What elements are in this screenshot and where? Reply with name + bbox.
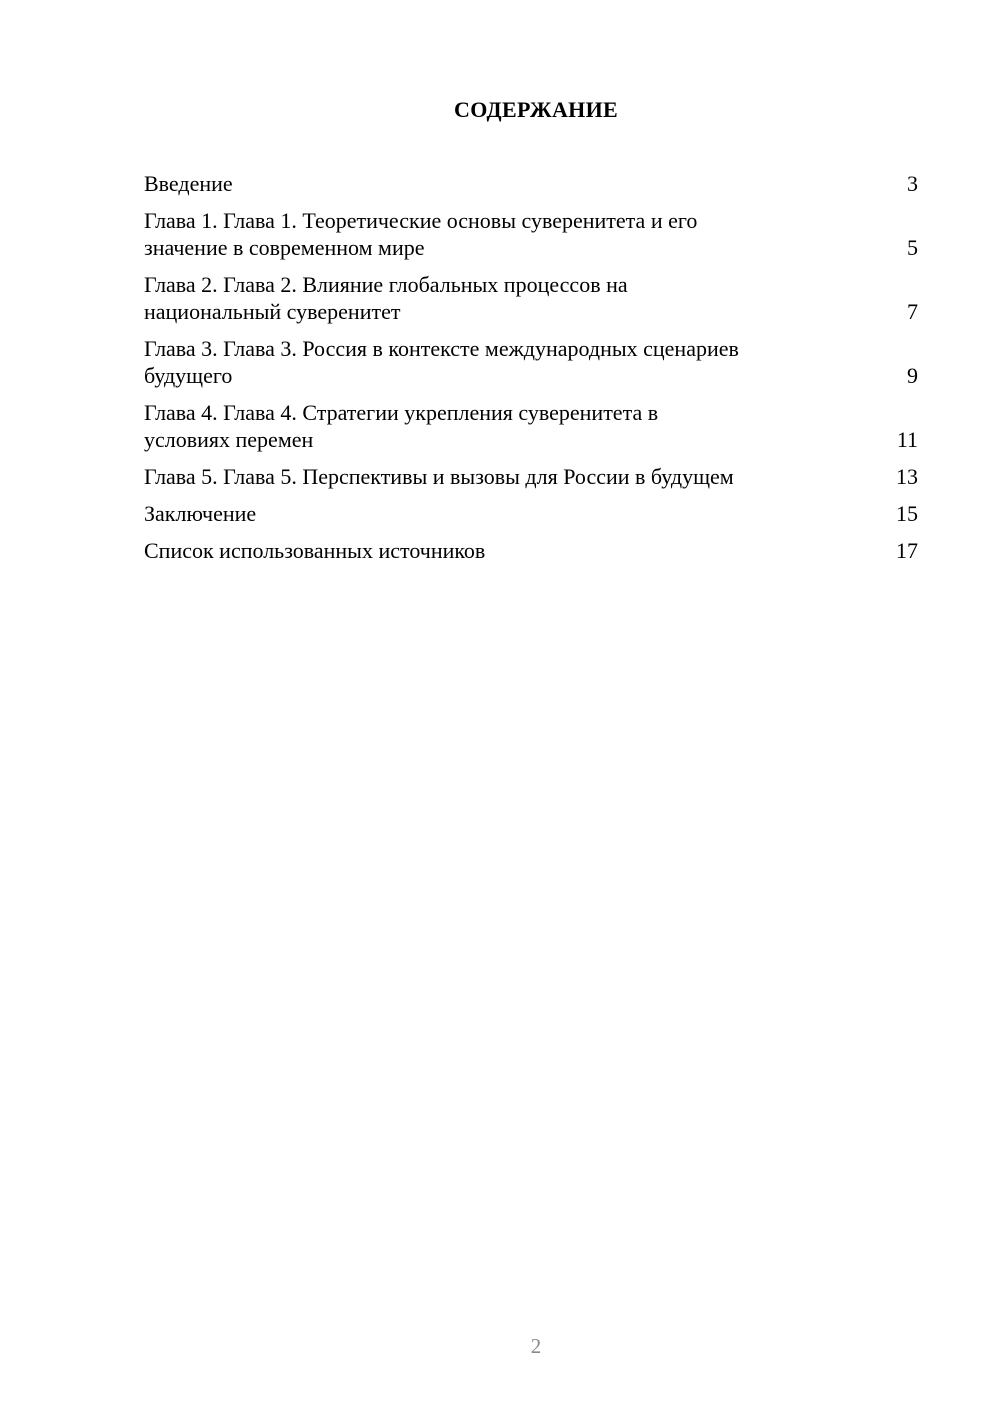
toc-entry-text: Глава 3. Глава 3. Россия в контексте международных сценариев будущего: [144, 336, 739, 388]
page-number: 2: [530, 1334, 542, 1358]
toc-entry-page: 15: [896, 501, 918, 526]
toc-entry-introduction[interactable]: [144, 170, 918, 197]
toc-entry-chapter-2[interactable]: [144, 271, 918, 325]
toc-entry-text: Глава 4. Глава 4. Стратегии укрепления суверенитета в условиях перемен: [144, 400, 659, 452]
toc-entry-chapter-4[interactable]: [144, 399, 918, 453]
toc-entry-chapter-1[interactable]: [144, 207, 918, 261]
toc-entry-page: 17: [896, 538, 918, 563]
toc-entry-text: Список использованных источников: [144, 538, 486, 563]
toc-entry-page: 7: [907, 299, 918, 324]
toc-entry-conclusion[interactable]: [144, 500, 918, 527]
toc-entry-text: Заключение: [144, 501, 257, 526]
toc-entry-text: Глава 2. Глава 2. Влияние глобальных процессов на национальный суверенитет: [144, 272, 628, 324]
toc-entry-chapter-3[interactable]: [144, 335, 918, 389]
toc-entry-page: 9: [907, 363, 918, 388]
toc-entry-page: 13: [896, 464, 918, 489]
page-title: СОДЕРЖАНИЕ: [454, 97, 618, 122]
toc-entry-references[interactable]: [144, 537, 918, 564]
toc-entry-text: Введение: [144, 171, 233, 196]
toc-entry-text: Глава 1. Глава 1. Теоретические основы суверенитета и его значение в современном мире: [144, 208, 698, 260]
toc-entry-page: 11: [896, 427, 918, 452]
table-of-contents: [144, 170, 918, 574]
toc-entry-page: 3: [907, 171, 918, 196]
toc-entry-chapter-5[interactable]: [144, 463, 918, 490]
toc-entry-text: Глава 5. Глава 5. Перспективы и вызовы для России в будущем: [144, 464, 734, 489]
toc-entry-page: 5: [907, 235, 918, 260]
